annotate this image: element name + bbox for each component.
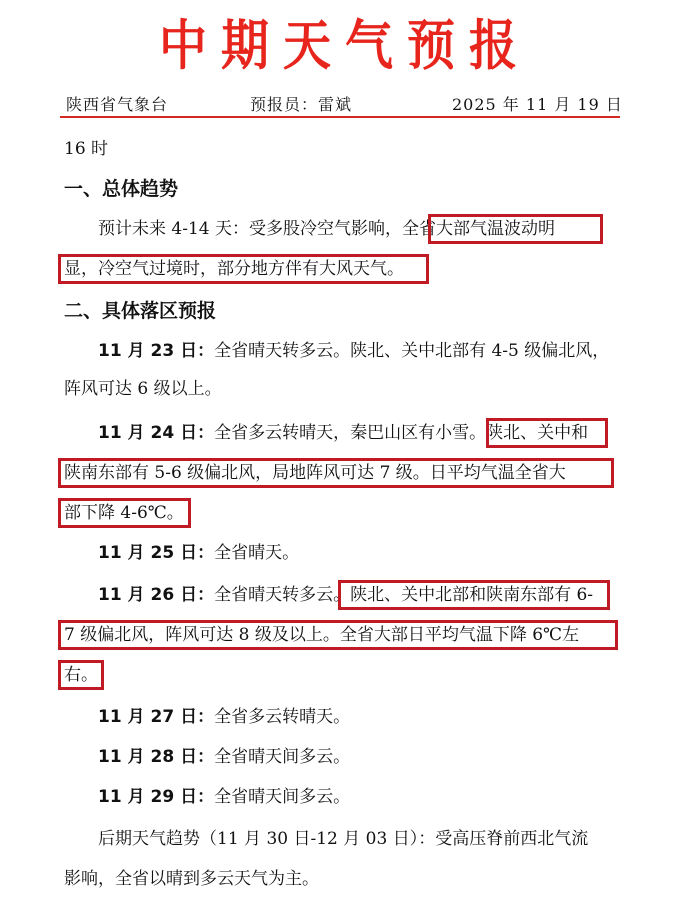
forecast-date: 11 月 29 日： bbox=[98, 787, 215, 807]
forecast-day-29: 11 月 29 日：全省晴天间多云。 bbox=[98, 787, 351, 807]
forecast-date: 11 月 25 日： bbox=[98, 543, 215, 563]
highlight-box bbox=[486, 418, 608, 448]
issue-date: 2025 年 11 月 19 日 bbox=[452, 95, 623, 114]
forecast-date: 11 月 27 日： bbox=[98, 707, 215, 727]
forecast-text-line: 阵风可达 6 级以上。 bbox=[64, 379, 222, 399]
forecast-date: 11 月 23 日： bbox=[98, 341, 215, 361]
forecast-date: 11 月 24 日： bbox=[98, 423, 215, 443]
document-title: 中期天气预报 bbox=[158, 14, 531, 78]
highlight-box bbox=[58, 254, 429, 284]
highlight-box bbox=[428, 214, 603, 244]
highlight-box bbox=[58, 620, 618, 650]
issue-hour: 16 时 bbox=[64, 139, 109, 159]
highlight-box bbox=[58, 498, 191, 528]
highlight-box bbox=[338, 580, 610, 610]
forecast-date: 11 月 26 日： bbox=[98, 585, 215, 605]
agency-name: 陕西省气象台 bbox=[66, 95, 169, 114]
forecast-date: 11 月 28 日： bbox=[98, 747, 215, 767]
later-trend-line: 后期天气趋势（11 月 30 日-12 月 03 日）：受高压脊前西北气流 bbox=[98, 829, 589, 849]
forecast-day-23: 11 月 23 日：全省晴天转多云。陕北、关中北部有 4-5 级偏北风， bbox=[98, 341, 610, 361]
header-divider bbox=[60, 116, 620, 118]
forecast-day-25: 11 月 25 日：全省晴天。 bbox=[98, 543, 300, 563]
highlighted-text: 显，冷空气过境时，部分地方伴有大风天气。 bbox=[64, 259, 404, 279]
forecast-day-24: 11 月 24 日：全省多云转晴天，秦巴山区有小雪。陕北、关中和 bbox=[98, 423, 589, 443]
highlighted-text: 陕北、关中北部和陕南东部有 6- bbox=[350, 585, 594, 605]
overall-text-line: 预计未来 4-14 天：受多股冷空气影响，全省大部气温波动明 bbox=[98, 219, 555, 239]
forecast-text-line: 7 级偏北风，阵风可达 8 级及以上。全省大部日平均气温下降 6℃左 bbox=[64, 625, 580, 645]
forecast-day-28: 11 月 28 日：全省晴天间多云。 bbox=[98, 747, 351, 767]
forecast-day-27: 11 月 27 日：全省多云转晴天。 bbox=[98, 707, 351, 727]
forecaster-name: 预报员：雷斌 bbox=[250, 95, 353, 114]
forecast-text-line: 右。 bbox=[64, 665, 98, 685]
section-heading-overall: 一、总体趋势 bbox=[64, 178, 179, 200]
highlighted-text: 全省大部气温波动明 bbox=[402, 219, 555, 239]
forecast-text-line: 部下降 4-6℃。 bbox=[64, 503, 184, 523]
highlight-box bbox=[58, 458, 614, 488]
forecast-text-line: 陕南东部有 5-6 级偏北风，局地阵风可达 7 级。日平均气温全省大 bbox=[64, 463, 566, 483]
highlight-box bbox=[58, 660, 104, 690]
forecast-day-26: 11 月 26 日：全省晴天转多云。陕北、关中北部和陕南东部有 6- bbox=[98, 585, 594, 605]
section-heading-areas: 二、具体落区预报 bbox=[64, 300, 217, 322]
later-trend-line: 影响，全省以晴到多云天气为主。 bbox=[64, 869, 319, 889]
highlighted-text: 陕北、关中和 bbox=[486, 423, 589, 443]
